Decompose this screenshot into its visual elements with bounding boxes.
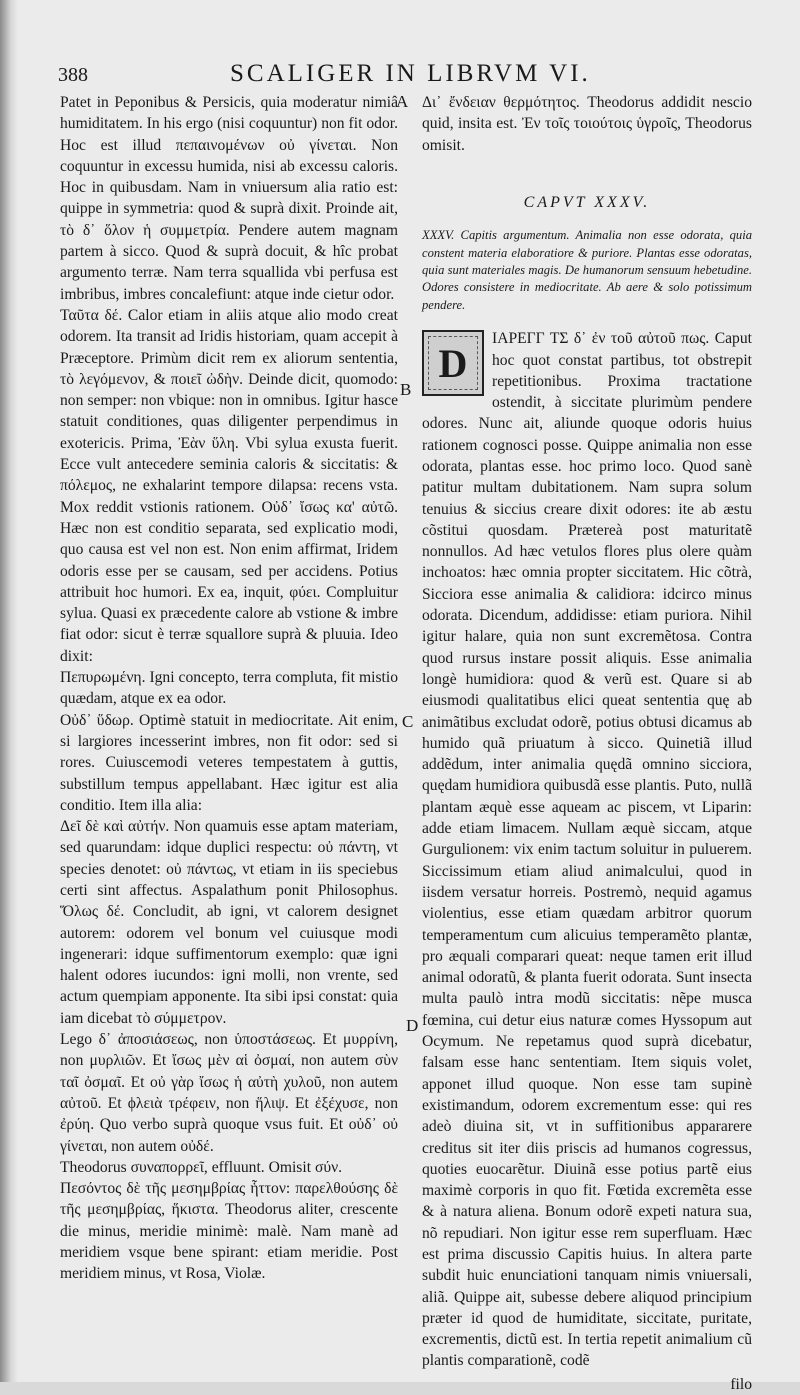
right-column (422, 92, 752, 1395)
chapter-heading: CAPVT XXXV. (523, 193, 651, 211)
paragraph: Theodorus συναπορρεῖ, effluunt. Omisit σύν. (60, 1158, 343, 1176)
page-header (40, 58, 760, 92)
page-number: 388 (58, 64, 88, 86)
book-spine-shadow (0, 0, 18, 1382)
paragraph: Οὐδ᾽ ὕδωρ. Optimè statuit in mediocritate. Ait enim, si largiores incesserint imbres, non fit odor: sed si rores. Cuiuscemodi veteres tempestatem à guttis, substillum tempus appellabant. Hæc igitur est alia conditio. Item illa alia: (60, 711, 398, 814)
left-column (60, 92, 398, 1285)
running-title: SCALIGER IN LIBRVM VI. (230, 60, 591, 87)
drop-cap-ornament (422, 330, 484, 396)
paragraph: ΙΑΡΕΓΓ ΤΣ δ᾽ ἐν τοῦ αὐτοῦ πως. Caput hoc quot constat partibus, tot obstrepit repetitionibus. Proxima tractatione ostendit, à siccitate plurimùm pendere odores. Nunc ait, aliunde quoque odoris huius rationem cognosci posse. Quippe animalia non esse odorata, plantas esse. hoc primo loco. Quod sanè patitur multam dubitationem. Nam supra solum tenuius & siccius creare dixit odores: ite ab æstu cõstitui quosdam. Prætereà post maturitatẽ nonnullos. Ad hæc vetulos flores plus olere quàm inchoatos: hæc omnia propter siccitatem. Hic cõtrà, Sicciora esse animalia & calidiora: idcirco minus odorata. Dicendum, addidisse: etiam puriora. Nihil igitur halare, quia non sunt excremẽtosa. Contra quod rursus instare possit aliquis. Esse animalia longè humidiora: quod & verũ est. Quare si ab eiusmodi qualitatibus elici queat sententia quę ab animãtibus excludat odorẽ, potius obtusi dicamus ab humido quã priuatum à sicco. Quinetiã illud addẽdum, inter animalia quędã omnino sicciora, quędam humidiora quibusdã esse plantis. Puto, nullã plantam æquè esse aqueam ac piscem, vt Liparin: adde etiam limacem. Nullam æquè siccam, atque Gurgulionem: vix enim tactum soluitur in puluerem. Siccissimum etiam aliud animalcului, quod in iisdem versatur horreis. Postremò, nequid agamus violentius, esse etiam quædam arbitror quorum temperamentum cum alicuius temperamẽto plantæ, pro æquali comparari queat: neque tamen erit illud animal odoratũ, & planta fuerit odorata. Sunt insecta multa paulò intra modũ siccitatis: nẽpe musca fœmina, cui detur eius naturæ comes Hyssopum aut Ocymum. Ne repetamus quod suprà dicebatur, falsam esse hanc sententiam. Item siquis volet, apponet illud quoque. Non esse tam supinè existimandum, odorem excrementum esse: qui res adeò diuina sit, vt in suffitionibus appararere creditus sit iter diis priscis ad humanos cogressus, quoties euocarẽtur. Diuinã esse potius partẽ eius maximè corporis in quo fit. Fœtida excremẽta esse & à natura aliena. Bonum odorẽ expeti natura sua, nõ repudiari. Non igitur esse rem superfluam. Hæc est prima discussio Capitis huius. In altera parte subdit huic enunciationi tanquam nimis vniuersali, aliã. Quippe ait, subesse debere aliquod principium præter id quod de humiditate, siccitate, puritate, excrementis, dictũ est. In tertia repetit animalium cũ plantis comparationẽ, codẽ (422, 330, 752, 1370)
drop-cap-letter: D (438, 340, 468, 386)
paragraph: Lego δ᾽ ἀποσιάσεως, non ὑποστάσεως. Et μυρρίνη, non μυρλιῶν. Et ἴσως μὲν αἱ ὀσμαί, non autem σὺν ταῖ ὀσμαῖ. Et οὐ γὰρ ἴσως ἡ αὐτὴ χυλοῦ, non autem αὐτοῦ. Et ϕλειὰ τρέφειν, non ἥλιψ. Et ἐξέχυσε, non ἐρύη. Quo verbo suprà quoque vsus fuit. Et οὐδ᾽ οὐ γίνεται, non autem οὐδέ. (60, 1031, 398, 1155)
paragraph: Ταῦτα δέ. Calor etiam in aliis atque alio modo creat odorem. Ita transit ad Iridis historiam, quam accepit à Præceptore. Primùm dicit rem ex aliorum sententia, τὸ λεγόμενον, & ποιεῖ ὠδὴν. Deinde dicit, quomodo: non semper: non vbique: non in omnibus. Igitur hasce statuit conditiones, quas diligenter perpendimus in exotericis. Prima, Ἐὰν ὕλη. Vbi sylua exusta fuerit. Ecce vult antecedere seminia caloris & siccitatis: & πόλεμος, ne exhalarint tempore dilapsa: recens vsta. Mox reddit vstionis rationem. Οὐδ᾽ ἴσως κα' αὐτῶ. Hæc non est conditio separata, sed explicatio modi, quo causa est vel non est. Non enim affirmat, Iridem odoris esse per se causam, sed per accidens. Potius attribuit hoc humori. Ex ea, inquit, φύει. Compluitur sylua. Quasi ex præcedente calore ab vstione & imbre fiat odor: sicut è terræ squallore suprà & pluuia. Ideo dixit: (60, 306, 398, 665)
margin-letter-b: B (400, 380, 412, 399)
catchword: filo (730, 1375, 752, 1393)
margin-letter-a: A (396, 92, 409, 111)
chapter-summary: XXXV. Capitis argumentum. Animalia non esse odorata, quia constent materia elaboratiore & puriore. Plantas esse odoratas, quia sunt materiales magis. De humanorum sensuum hebetudine. Odores consistere in mediocritate. Ab aere & solo potissimum pendere. (422, 228, 752, 312)
paragraph: Δι᾽ ἔνδειαν θερμότητος. Theodorus addidit nescio quid, insita est. Ἐν τοῖς τοιούτοις ὑγροῖς, Theodorus omisit. (422, 94, 752, 154)
paragraph: Patet in Peponibus & Persicis, quia moderatur nimiâ humiditatem. In his ergo (nisi coquuntur) non fit odor. Hoc est illud πεπαινομένων οὐ γίνεται. Non coquuntur in excessu humida, nisi ab excessu caloris. Hoc in quibusdam. Nam in vniuersum alia ratio est: quippe in symmetria: quod & suprà dixit. Proinde ait, τὸ δ᾽ ὅλον ἡ συμμετρία. Pendere autem magnam partem à sicco. Quod & suprà docuit, & hîc probat argumento terræ. Nam terra squallida vbi perfusa est imbribus, imbres concalefiunt: atque inde cietur odor. (60, 94, 398, 303)
margin-letter-d: D (406, 1016, 419, 1035)
paragraph: Πεπυρωμένη. Igni concepto, terra compluta, fit mistio quædam, atque ex ea odor. (60, 669, 398, 708)
paragraph: Δεῖ δὲ καὶ αὐτήν. Non quamuis esse aptam materiam, sed quarundam: idque duplici respectu: οὐ πάντη, vt species denotet: οὐ πάντως, vt etiam in iis speciebus certi sint affectus. Aspalathum ponit Philosophus. Ὅλως δέ. Concludit, ab igni, vt calorem designet autorem: odorem vel bonum vel cuiusque modi ingenerari: idque suffimentorum exemplo: quæ igni halent odores iucundos: igni molli, non vrente, sed actum quempiam apponente. Ita sibi ipsi constat: quia iam dicebat τὸ σύμμετρον. (60, 818, 398, 1027)
paragraph: Πεσόντος δὲ τῆς μεσημβρίας ἧττον: παρελθούσης δὲ τῆς μεσημβρίας, ἥκιστα. Theodorus aliter, crescente die minus, meridie minimè: malè. Nam manè ad meridiem vsque bene spirant: etiam meridie. Post meridiem minus, vt Rosa, Violæ. (60, 1180, 398, 1283)
margin-letter-c: C (402, 712, 414, 731)
